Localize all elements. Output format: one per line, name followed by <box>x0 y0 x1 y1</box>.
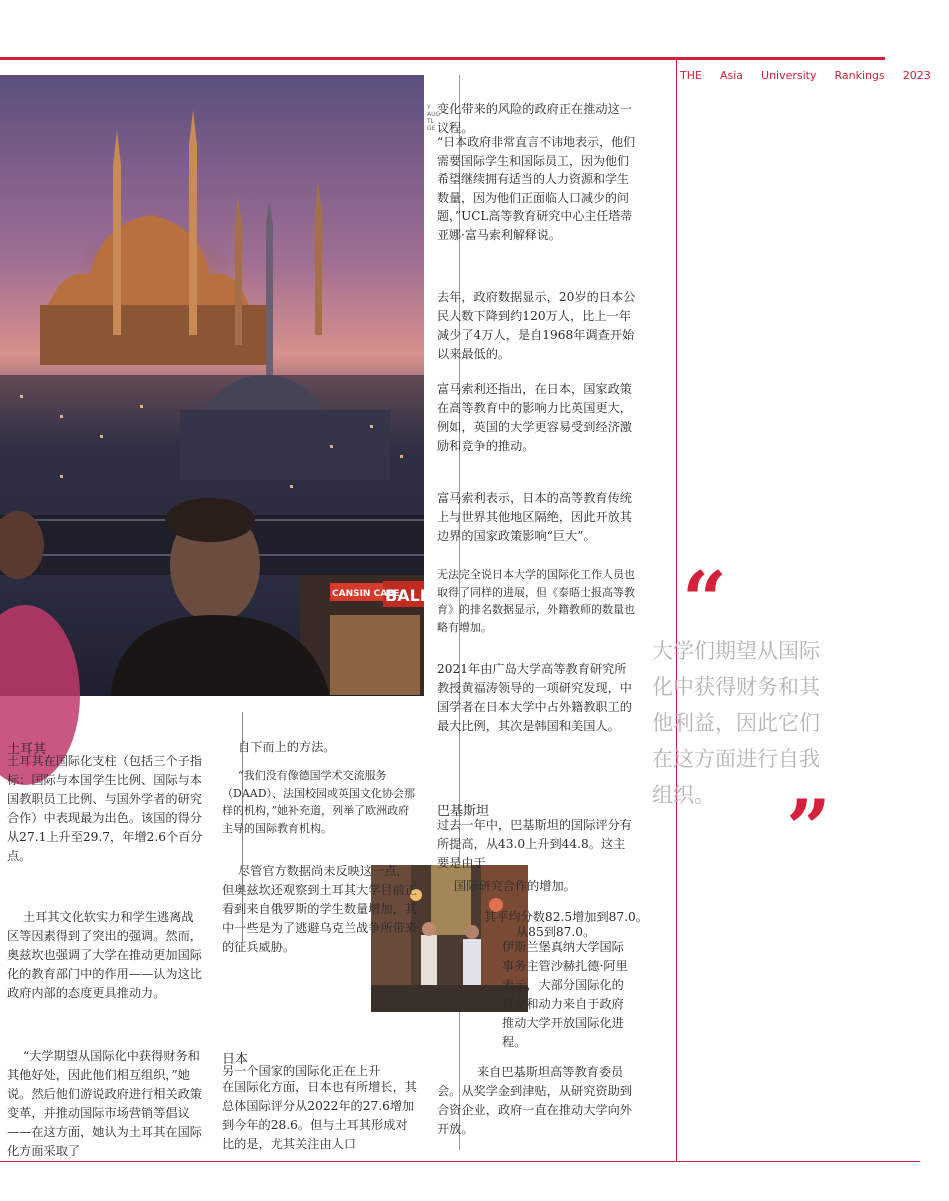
header-part: University <box>761 69 817 82</box>
paragraph: 富马索利表示，日本的高等教育传统上与世界其他地区隔绝，因此开放其边界的国家政策影响“巨大”。 <box>437 491 632 543</box>
header-part: Rankings <box>834 69 885 82</box>
paragraph: 无法完全说日本大学的国际化工作人员也取得了同样的进展，但《泰晤士报高等教育》的排名数据显示，外籍教师的数量也略有增加。 <box>437 568 635 634</box>
paragraph: 尽管官方数据尚未反映这一点，但奥兹坎还观察到土耳其大学目前正看到来自俄罗斯的学生数量增加，其中一些是为了逃避乌克兰战争所带来的征兵威胁。 <box>222 864 417 954</box>
open-quote-mark: “ <box>682 555 727 646</box>
paragraph: 2021年由广岛大学高等教育研究所教授黄福涛领导的一项研究发现，中国学者在日本大学中占外籍教职工的最大比例，其次是韩国和美国人。 <box>437 662 632 733</box>
section-heading-pakistan: 巴基斯坦 <box>437 804 490 819</box>
paragraph: 富马索利还指出，在日本，国家政策在高等教育中的影响力比英国更大，例如，英国的大学更容易受到经济激励和竞争的推动。 <box>437 382 632 453</box>
paragraph: 过去一年中，巴基斯坦的国际评分有所提高，从43.0上升到44.8。这主要是由于 <box>437 818 632 870</box>
sign-balik: BALIK <box>385 586 439 605</box>
pull-quote: 大学们期望从国际化中获得财务和其他利益，因此它们在这方面进行自我组织。 <box>652 639 820 807</box>
paragraph: 土耳其文化软实力和学生逃离战区等因素得到了突出的强调。然而，奥兹坎也强调了大学在推动更加国际化的教育部门中的作用——认为这比政府内部的态度更具推动力。 <box>7 910 202 1000</box>
close-quote-mark: ” <box>786 783 831 874</box>
section-heading-turkey: 土耳其 <box>7 742 47 757</box>
paragraph: 去年，政府数据显示，20岁的日本公民人数下降到约120万人，比上一年减少了4万人，是自1968年调查开始以来最低的。 <box>437 290 636 361</box>
top-rule <box>0 57 885 60</box>
paragraph: “日本政府非常直言不讳地表示，他们需要国际学生和国际员工，因为他们希望继续拥有适当的人力资源和学生数量，因为他们正面临人口减少的问题，”UCL高等教育研究中心主任塔蒂亚娜·富马索利解释说。 <box>437 135 636 242</box>
header-part: Asia <box>719 69 744 82</box>
paragraph: 土耳其在国际化支柱（包括三个子指标：国际与本国学生比例、国际与本国教职员工比例、与国外学者的研究合作）中表现最为出色。该国的得分从27.1上升至29.7，年增2.6个百分点。 <box>7 754 203 863</box>
paragraph: 另一个国家的国际化正在上升 <box>222 1064 381 1078</box>
header-year: 2023 <box>902 69 931 82</box>
header-part: THE <box>680 69 702 82</box>
paragraph: 从85到87.0。 <box>516 925 596 939</box>
paragraph: 在国际化方面，日本也有所增长，其总体国际评分从2022年的27.6增加到今年的28.6。但与土耳其形成对比的是，尤其关注由人口 <box>222 1080 417 1151</box>
paragraph: 伊斯兰堡真纳大学国际事务主管沙赫扎德·阿里表示，大部分国际化的资金和动力来自于政府推动大学开放国际化进程。 <box>502 940 628 1049</box>
paragraph: 其平均分数82.5增加到87.0。 <box>484 910 648 924</box>
bottom-rule <box>0 1161 920 1162</box>
paragraph: 来自巴基斯坦高等教育委员会。从奖学金到津贴，从研究资助到合资企业，政府一直在推动大学向外开放。 <box>437 1065 632 1136</box>
paragraph: 国际研究合作的增加。 <box>454 879 576 893</box>
running-header <box>680 69 949 82</box>
section-heading-japan: 日本 <box>222 1052 249 1067</box>
paragraph: 变化带来的风险的政府正在推动这一议程。 <box>437 102 632 135</box>
paragraph: “我们没有像德国学术交流服务（DAAD）、法国校园或英国文化协会那样的机构，”她补充道，列举了欧洲政府主导的国际教育机构。 <box>222 769 416 835</box>
paragraph: “大学期望从国际化中获得财务和其他好处，因此他们相互组织，”她说。然后他们游说政府进行相关政策变革，并推动国际市场营销等倡议——在这方面，她认为土耳其在国际化方面采取了 <box>7 1049 202 1158</box>
side-mark: Y AUG TL GE <box>427 104 441 132</box>
sign-cafe: CANSIN CAFE <box>332 589 400 599</box>
column-divider <box>676 60 677 1161</box>
paragraph: 自下而上的方法。 <box>238 740 336 754</box>
